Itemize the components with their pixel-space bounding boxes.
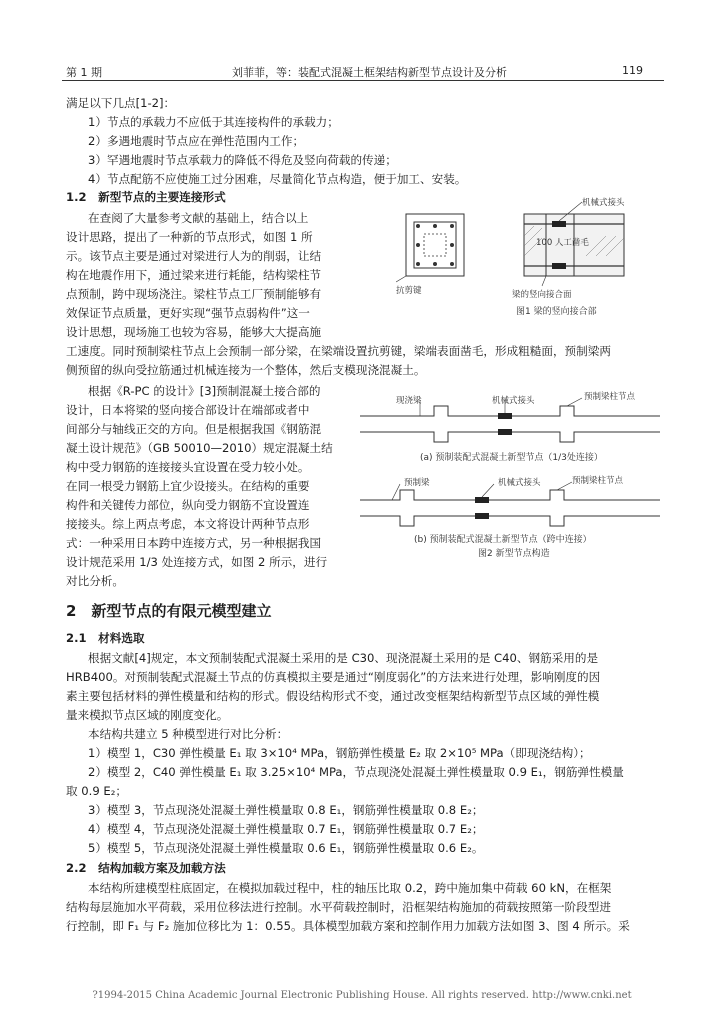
- running-title: 刘菲菲，等：装配式混凝土框架结构新型节点设计及分析: [232, 66, 507, 79]
- header-rule: [62, 80, 664, 81]
- text-line: 量来模拟节点区域的刚度变化。: [66, 708, 229, 722]
- list-item: 1）节点的承载力不应低于其连接构件的承载力；: [88, 115, 339, 129]
- text-line: 设计规范采用 1/3 处连接方式，如图 2 所示，进行: [66, 555, 328, 569]
- list-item: 4）模型 4，节点现浇处混凝土弹性模量取 0.7 E₁，钢筋弹性模量取 0.7 E₂；: [88, 822, 484, 836]
- text-line: 本结构共建立 5 种模型进行对比分析：: [88, 727, 289, 741]
- list-item: 取 0.9 E₂；: [66, 784, 127, 798]
- figure1-label-dim: 100 人工凿毛: [536, 238, 589, 248]
- figure2a-label-mechanical: 机械式接头: [492, 396, 535, 406]
- list-item: 5）模型 5，节点现浇处混凝土弹性模量取 0.6 E₁，钢筋弹性模量取 0.6 E₂。: [88, 841, 484, 855]
- text-line: 素主要包括材料的弹性模量和结构的形式。假设结构形式不变，通过改变框架结构新型节点区域的弹性模: [66, 689, 600, 703]
- text-line: HRB400。对预制装配式混凝土节点的仿真模拟主要是通过“刚度弱化”的方法来进行处理，影响刚度的因: [66, 670, 601, 684]
- text-line: 对比分析。: [66, 574, 124, 588]
- text-line: 设计，日本将梁的竖向接合部设计在端部或者中: [66, 403, 310, 417]
- text-line: 根据《R-PC 的设计》[3]预制混凝土接合部的: [88, 384, 321, 398]
- text-line: 行控制，即 F₁ 与 F₂ 施加位移比为 1：0.55。具体模型加载方案和控制作用力加载方法如图 3、图 4 所示。采: [66, 919, 630, 933]
- text-line: 式：一种采用日本跨中连接方式，另一种根据我国: [66, 536, 322, 550]
- figure2b-caption: (b) 预制装配式混凝土新型节点（跨中连接）: [414, 535, 592, 545]
- list-item: 2）多遇地震时节点应在弹性范围内工作；: [88, 134, 305, 148]
- figure1-label-joint: 梁的竖向接合面: [512, 290, 572, 300]
- figure1-label-mechanical: 机械式接头: [582, 198, 625, 208]
- text-line: 结构每层施加水平荷载，采用位移法进行控制。水平荷载控制时，沿框架结构施加的荷载按照第一阶段型进: [66, 900, 611, 914]
- copyright-footer: ?1994-2015 China Academic Journal Electronic Publishing House. All rights reserved. http://www.cnki.net: [92, 990, 632, 1001]
- text-line: 在查阅了大量参考文献的基础上，结合以上: [88, 211, 309, 225]
- text-line: 效保证节点质量，更好实现“强节点弱构件”这一: [66, 306, 310, 320]
- text-line: 在同一根受力钢筋上宜少设接头。在结构的重要: [66, 479, 310, 493]
- text-line: 示。该节点主要是通过对梁进行人为的削弱，让结: [66, 249, 322, 263]
- text-line: 侧预留的纵向受拉筋通过机械连接为一个整体，然后支模现浇混凝土。: [66, 363, 426, 377]
- text-line: 间部分与轴线正交的方向。但是根据我国《钢筋混: [66, 422, 322, 436]
- text-line: 凝土设计规范》（GB 50010—2010）规定混凝土结: [66, 441, 333, 455]
- subsection-heading: 2.2 结构加载方案及加载方法: [66, 861, 226, 875]
- figure2a-label-cast-beam: 现浇梁: [396, 396, 422, 406]
- list-item: 3）罕遇地震时节点承载力的降低不得危及竖向荷载的传递；: [88, 153, 397, 167]
- text-line: 设计思路，提出了一种新的节点形式，如图 1 所: [66, 230, 313, 244]
- text-line: 点预制，跨中现场浇注。梁柱节点工厂预制能够有: [66, 287, 322, 301]
- text-line: 构在地震作用下，通过梁来进行耗能，结构梁柱节: [66, 268, 322, 282]
- subsection-heading: 1.2 新型节点的主要连接形式: [66, 190, 226, 204]
- figure2b-label-mechanical: 机械式接头: [498, 478, 541, 488]
- page-number: 119: [622, 64, 643, 77]
- list-item: 4）节点配筋不应使施工过分困难，尽量简化节点构造，便于加工、安装。: [88, 172, 467, 186]
- issue-number: 第 1 期: [66, 66, 102, 79]
- text-line: 工速度。同时预制梁柱节点上会预制一部分梁，在梁端设置抗剪键，梁端表面凿毛，形成粗糙面，预制梁两: [66, 344, 611, 358]
- figure2b-label-precast-joint: 预制梁柱节点: [572, 476, 624, 486]
- section-heading: 2 新型节点的有限元模型建立: [66, 602, 272, 620]
- text-line: 根据文献[4]规定，本文预制装配式混凝土采用的是 C30、现浇混凝土采用的是 C40、钢筋采用的是: [88, 651, 599, 665]
- text-line: 构中受力钢筋的连接接头宜设置在受力较小处。: [66, 460, 310, 474]
- figure1-label-shear-key: 抗剪键: [396, 286, 422, 296]
- figure2a-caption: (a) 预制装配式混凝土新型节点（1/3处连接）: [420, 453, 603, 463]
- text-line: 构件和关键传力部位，纵向受力钢筋不宜设置连: [66, 498, 310, 512]
- subsection-heading: 2.1 材料选取: [66, 631, 145, 645]
- figure-1: [396, 196, 656, 302]
- list-item: 3）模型 3，节点现浇处混凝土弹性模量取 0.8 E₁，钢筋弹性模量取 0.8 E₂；: [88, 803, 484, 817]
- text-line: 设计思想，现场施工也较为容易，能够大大提高施: [66, 325, 322, 339]
- text-line: 本结构所建模型柱底固定，在模拟加载过程中，柱的轴压比取 0.2，跨中施加集中荷载 60 kN，在框架: [88, 881, 612, 895]
- figure-2: [360, 392, 660, 552]
- figure2b-label-precast-beam: 预制梁: [404, 478, 430, 488]
- figure2a-label-precast-joint: 预制梁柱节点: [584, 392, 636, 402]
- figure1-caption: 图1 梁的竖向接合部: [516, 307, 597, 317]
- text-line: 接接头。综上两点考虑，本文将设计两种节点形: [66, 517, 310, 531]
- list-item: 2）模型 2，C40 弹性模量 E₁ 取 3.25×10⁴ MPa，节点现浇处混凝土弹性模量取 0.9 E₁，钢筋弹性模量: [88, 765, 624, 779]
- text-line: 满足以下几点[1-2]：: [66, 96, 176, 110]
- figure2-caption: 图2 新型节点构造: [478, 549, 550, 559]
- list-item: 1）模型 1，C30 弹性模量 E₁ 取 3×10⁴ MPa，钢筋弹性模量 E₂ 取 2×10⁵ MPa（即现浇结构）；: [88, 746, 591, 760]
